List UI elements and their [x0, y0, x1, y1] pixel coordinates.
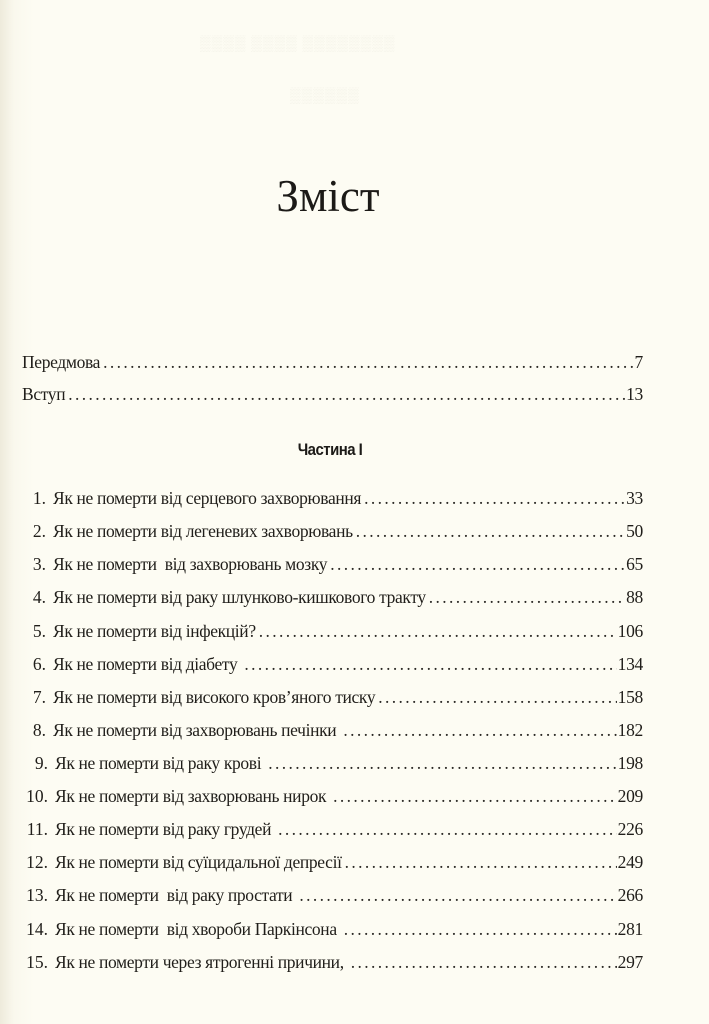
show-through-text: ▒▒▒▒ ▒▒▒▒ ▒▒▒▒▒▒▒▒: [200, 36, 396, 52]
toc-entry-label: Передмова: [22, 352, 101, 372]
toc-chapter-8[interactable]: [28, 719, 643, 741]
chapter-page: 297: [617, 952, 643, 972]
chapter-page: 33: [626, 488, 643, 508]
chapter-page: 281: [617, 919, 643, 939]
dot-leader: [345, 851, 617, 873]
chapter-page: 198: [617, 753, 643, 773]
chapter-number: 11.: [26, 819, 48, 839]
chapter-page: 266: [617, 885, 643, 905]
toc-chapter-6[interactable]: [28, 653, 643, 675]
chapter-number: 3.: [32, 554, 46, 574]
chapter-title: Як не померти від раку крові: [55, 753, 266, 773]
toc-chapter-9[interactable]: [28, 752, 643, 774]
chapter-page: 226: [617, 819, 643, 839]
dot-leader: [268, 752, 616, 774]
toc-chapter-3[interactable]: [28, 553, 643, 575]
chapter-number: 14.: [26, 919, 48, 939]
chapter-number: 8.: [32, 720, 46, 740]
chapter-page: 209: [617, 786, 643, 806]
chapter-number: 15.: [26, 952, 48, 972]
toc-chapter-1[interactable]: [28, 487, 643, 509]
chapter-number: 12.: [26, 852, 48, 872]
chapter-page: 50: [626, 521, 643, 541]
toc-entry-page: 7: [634, 352, 643, 372]
chapter-title: Як не померти від легеневих захворювань: [53, 521, 353, 541]
toc-chapter-13[interactable]: [24, 884, 643, 906]
chapter-title: Як не померти від раку шлунково-кишкового тракту: [53, 587, 426, 607]
chapter-number: 2.: [32, 521, 46, 541]
dot-leader: [344, 918, 617, 940]
toc-entry-label: Вступ: [22, 384, 66, 404]
toc-chapter-4[interactable]: [28, 586, 643, 608]
toc-entry-page: 13: [626, 384, 643, 404]
chapter-title: Як не померти від високого кров’яного тиску: [53, 687, 376, 707]
chapter-page: 106: [617, 621, 643, 641]
chapter-title: Як не померти від захворювань мозку: [53, 554, 328, 574]
dot-leader: [351, 951, 617, 973]
chapter-title: Як не померти від серцевого захворювання: [53, 488, 362, 508]
part-heading: Частина I: [297, 440, 363, 459]
dot-leader: [259, 620, 617, 642]
chapter-page: 134: [617, 654, 643, 674]
chapter-number: 6.: [32, 654, 46, 674]
chapter-page: 182: [617, 720, 643, 740]
dot-leader: [330, 553, 625, 575]
chapter-title: Як не померти від суїцидальної депресії: [55, 852, 342, 872]
toc-chapter-11[interactable]: [24, 818, 643, 840]
chapter-number: 13.: [26, 885, 48, 905]
dot-leader: [343, 719, 616, 741]
dot-leader: [364, 487, 625, 509]
chapter-title: Як не померти від хвороби Паркінсона: [55, 919, 341, 939]
show-through-text: ▒▒▒▒▒▒: [290, 88, 360, 104]
chapter-page: 158: [617, 687, 643, 707]
chapter-number: 5.: [32, 621, 46, 641]
chapter-title: Як не померти від інфекцій?: [53, 621, 256, 641]
dot-leader: [299, 884, 616, 906]
chapter-title: Як не померти через ятрогенні причини,: [55, 952, 348, 972]
dot-leader: [244, 653, 616, 675]
chapter-number: 7.: [32, 687, 46, 707]
toc-chapter-12[interactable]: [24, 851, 643, 873]
toc-chapter-15[interactable]: [24, 951, 643, 973]
dot-leader: [278, 818, 616, 840]
chapter-page: 88: [626, 587, 643, 607]
dot-leader: [356, 520, 625, 542]
toc-entry-introduction[interactable]: [22, 383, 643, 405]
chapter-title: Як не померти від захворювань печінки: [53, 720, 341, 740]
chapter-title: Як не померти від діабету: [53, 654, 242, 674]
toc-chapter-7[interactable]: [28, 686, 643, 708]
toc-chapter-5[interactable]: [28, 620, 643, 642]
chapter-title: Як не померти від раку простати: [55, 885, 297, 905]
dot-leader: [333, 785, 616, 807]
chapter-page: 249: [617, 852, 643, 872]
toc-chapter-2[interactable]: [28, 520, 643, 542]
toc-entry-preface[interactable]: [22, 351, 643, 373]
chapter-title: Як не померти від раку грудей: [55, 819, 276, 839]
chapter-number: 9.: [34, 753, 48, 773]
dot-leader: [378, 686, 616, 708]
chapter-page: 65: [626, 554, 643, 574]
toc-chapter-14[interactable]: [24, 918, 643, 940]
chapter-number: 4.: [32, 587, 46, 607]
dot-leader: [68, 383, 625, 405]
dot-leader: [103, 351, 633, 373]
chapter-title: Як не померти від захворювань нирок: [55, 786, 331, 806]
page-title: Зміст: [276, 171, 380, 221]
toc-chapter-10[interactable]: [24, 785, 643, 807]
chapter-number: 1.: [32, 488, 46, 508]
chapter-number: 10.: [26, 786, 48, 806]
dot-leader: [429, 586, 625, 608]
